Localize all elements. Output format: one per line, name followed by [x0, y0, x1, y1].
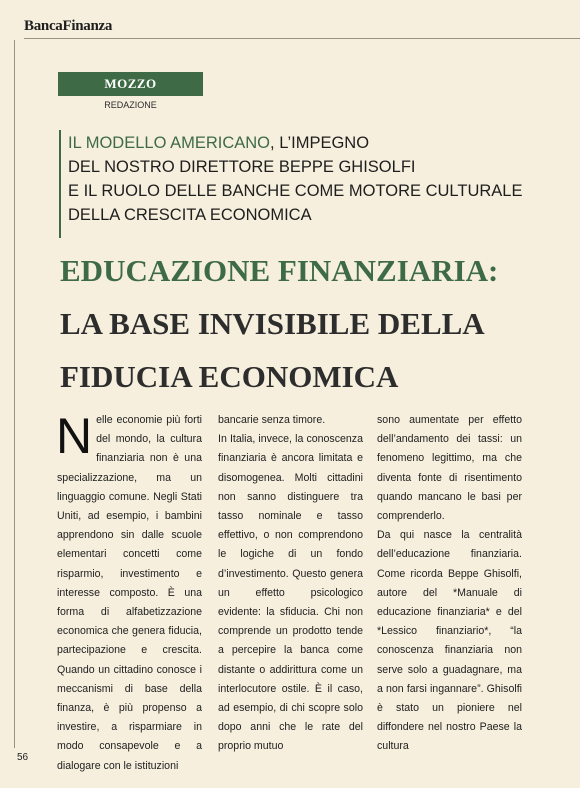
drop-cap: N — [56, 408, 93, 464]
body-paragraph — [56, 408, 202, 776]
logo-finanza: Finanza — [62, 18, 113, 34]
page-left-rule — [14, 40, 15, 748]
dek-line1-rest: , L’IMPEGNO — [270, 134, 370, 152]
dek-accent-bar — [59, 130, 61, 238]
header-rule — [24, 38, 580, 39]
body-paragraph: In Italia, invece, la conoscenza finanziaria è ancora limitata e disomogenea. Molti cittadini non sanno distinguere tra tasso nominale e tasso effettivo, o non comprendono le logiche di un fondo d’investimento. Questo genera un effetto psicologico evidente: la sfiducia. Chi non comprende un prodotto tende a percepire la banca come distante o addirittura come un interlocutore ostile. È il caso, ad esempio, di chi scopre solo dopo anni che le rate del proprio mutuo — [218, 433, 363, 753]
body-paragraph: Da qui nasce la centralità dell’educazione finanziaria. Come ricorda Beppe Ghisolfi, autore del *Manuale di educazione finanziaria* e del *Lessico finanziario*, “la conoscenza finanziaria non serve solo a guadagnare, ma a non farsi ingannare”. Ghisolfi è stato un pioniere nel diffondere nel nostro Paese la cultura — [377, 529, 522, 753]
column-1-text: elle economie più forti del mondo, la cultura finanziaria non è una specializzazione, ma un linguaggio comune. Negli Stati Uniti, ad esempio, i bambini apprendono sin dalle scuole elementari concetti come risparmio, investimento e interesse composto. È una forma di alfabetizzazione economica che genera fiducia, partecipazione e crescita. Quando un cittadino conosce i meccanismi di base della finanza, è più propenso a investire, a risparmiare in modo consapevole e a dialogare con le istituzioni — [57, 414, 202, 772]
headline-line3: FIDUCIA ECONOMICA — [60, 359, 399, 394]
body-column-3 — [377, 411, 522, 757]
author-credit: REDAZIONE — [104, 100, 157, 110]
body-paragraph: sono aumentate per effetto dell’andamento dei tassi: un fenomeno legittimo, ma che diventa fonte di risentimento quando mancano le basi per comprenderlo. — [377, 414, 522, 523]
page-number: 56 — [17, 752, 29, 763]
article-headline — [60, 244, 570, 403]
dek-line4: DELLA CRESCITA ECONOMICA — [68, 206, 312, 224]
magazine-logo — [24, 18, 112, 35]
headline-line2: LA BASE INVISIBILE DELLA — [60, 306, 485, 341]
body-column-1 — [56, 408, 202, 776]
body-paragraph: bancarie senza timore. — [218, 414, 326, 426]
dek-highlight: IL MODELLO AMERICANO — [68, 134, 271, 152]
article-dek — [68, 131, 558, 227]
dek-line2: DEL NOSTRO DIRETTORE BEPPE GHISOLFI — [68, 158, 416, 176]
headline-line1: EDUCAZIONE FINANZIARIA: — [60, 253, 499, 288]
dek-line3: E IL RUOLO DELLE BANCHE COME MOTORE CULTURALE — [68, 182, 523, 200]
body-column-2 — [218, 411, 363, 757]
logo-banca: Banca — [24, 18, 63, 34]
section-tag: MOZZO — [58, 72, 203, 96]
